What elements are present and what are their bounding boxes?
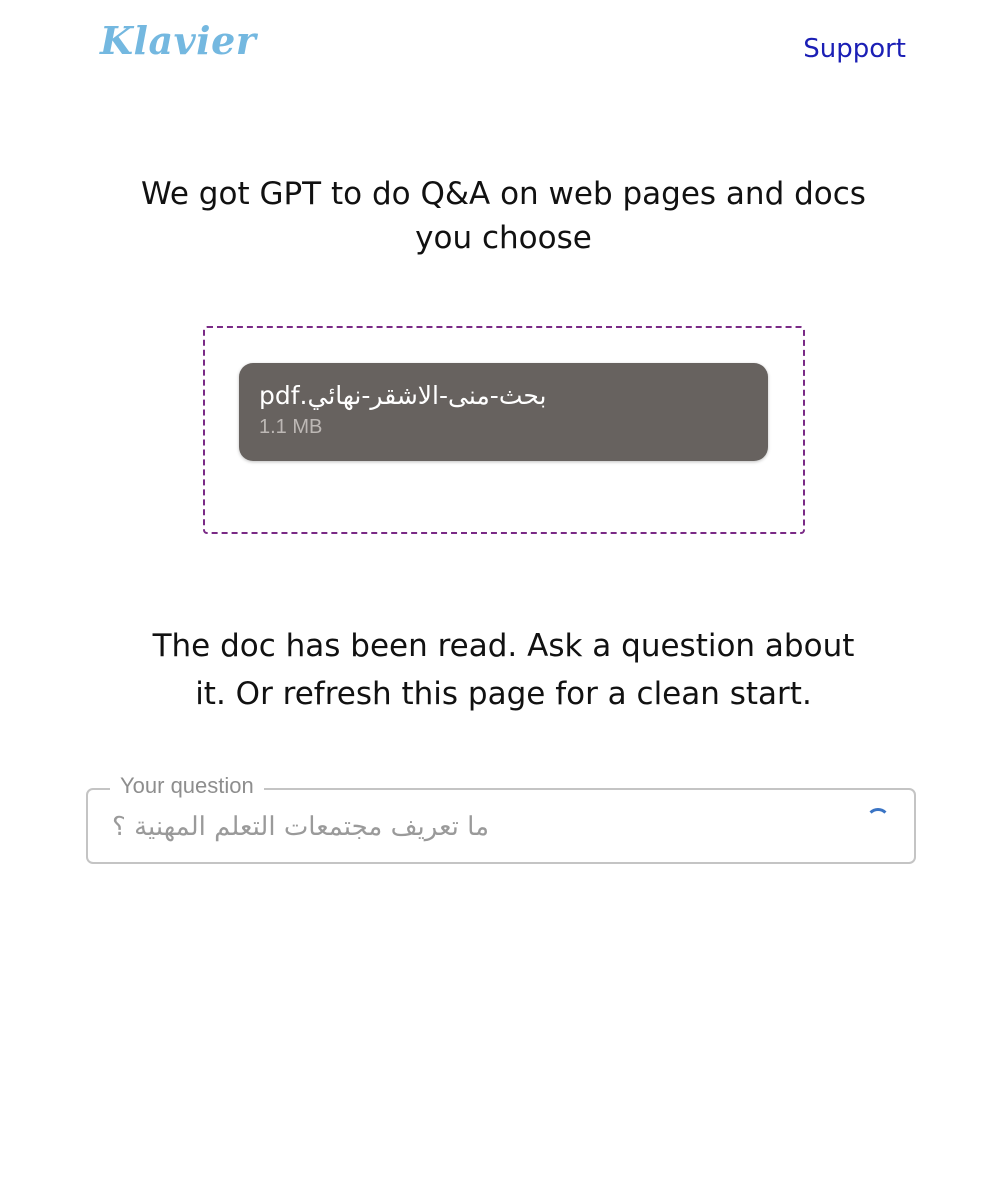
file-dropzone[interactable] <box>203 326 805 534</box>
question-field[interactable] <box>86 773 916 864</box>
spinner-icon <box>866 808 890 832</box>
question-label: Your question <box>110 773 264 799</box>
status-message: The doc has been read. Ask a question about it. Or refresh this page for a clean start. <box>152 628 855 712</box>
question-input[interactable] <box>112 804 852 850</box>
page-headline: We got GPT to do Q&A on web pages and docs you choose <box>141 176 866 256</box>
support-link[interactable]: Support <box>803 34 906 64</box>
klavier-logo[interactable]: Klavier <box>100 18 257 63</box>
file-name: بحث-منى-الاشقر-نهائي.pdf <box>259 381 547 410</box>
file-size: 1.1 MB <box>259 416 323 438</box>
uploaded-file-card <box>239 363 768 461</box>
